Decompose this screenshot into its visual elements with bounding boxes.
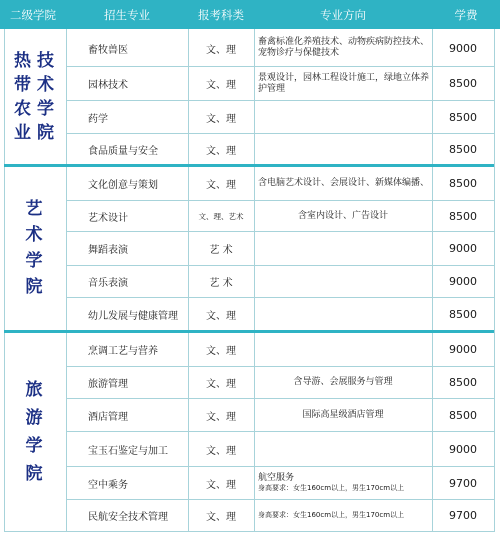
row-subject: 文、理 bbox=[206, 180, 236, 191]
row-major: 幼儿发展与健康管理 bbox=[88, 310, 178, 322]
row-fee: 8500 bbox=[449, 142, 477, 156]
row-direction: 含室内设计、广告设计 bbox=[297, 210, 388, 221]
row-fee: 8500 bbox=[449, 209, 477, 223]
row-subject: 文、理 bbox=[206, 379, 236, 390]
row-subject: 文、理 bbox=[206, 80, 236, 91]
row-direction bbox=[254, 467, 432, 499]
row-subject: 文、理 bbox=[206, 346, 236, 357]
row-subject: 艺 术 bbox=[209, 278, 233, 289]
row-major: 宝玉石鉴定与加工 bbox=[88, 445, 168, 457]
row-direction: 畜禽标准化养殖技术、动物疾病防控技术、宠物诊疗与保健技术 bbox=[258, 37, 430, 58]
row-major: 旅游管理 bbox=[88, 379, 128, 390]
direction-text: 航空服务 bbox=[258, 473, 295, 483]
row-major: 文化创意与策划 bbox=[88, 180, 158, 191]
college-tourism: 旅 游 学 院 bbox=[25, 380, 43, 484]
row-major: 畜牧兽医 bbox=[88, 44, 128, 56]
row-fee: 9000 bbox=[449, 275, 477, 288]
row-subject: 艺 术 bbox=[209, 245, 233, 256]
row-major: 烹调工艺与营养 bbox=[88, 346, 158, 357]
row-subject: 文、理 bbox=[206, 512, 236, 523]
row-subject: 文、理 bbox=[206, 113, 236, 125]
row-subject: 文、理 bbox=[206, 310, 236, 322]
row-major: 空中乘务 bbox=[88, 479, 128, 491]
header-fee: 学费 bbox=[432, 0, 500, 29]
row-major: 音乐表演 bbox=[88, 278, 128, 289]
row-fee: 8500 bbox=[449, 110, 477, 124]
row-fee: 8500 bbox=[449, 376, 477, 389]
row-fee: 9000 bbox=[449, 442, 477, 456]
college-tropical-agriculture: 热 技 带 术 农 学 业 院 bbox=[14, 51, 54, 143]
row-major: 园林技术 bbox=[88, 80, 128, 91]
row-fee: 9700 bbox=[449, 509, 477, 522]
row-major: 酒店管理 bbox=[88, 411, 128, 423]
height-requirement: 身高要求：女生160cm以上，男生170cm以上 bbox=[258, 511, 405, 519]
row-major: 药学 bbox=[88, 113, 108, 125]
header-subject: 报考科类 bbox=[188, 0, 254, 29]
row-fee: 8500 bbox=[449, 408, 477, 422]
row-subject: 文、理 bbox=[206, 479, 236, 491]
row-fee: 9700 bbox=[449, 476, 477, 490]
row-fee: 8500 bbox=[449, 177, 477, 190]
row-major: 艺术设计 bbox=[88, 212, 128, 224]
row-direction: 国际高星级酒店管理 bbox=[302, 409, 384, 420]
row-subject: 文、理 bbox=[206, 44, 236, 56]
header-major: 招生专业 bbox=[66, 0, 188, 29]
row-major: 民航安全技术管理 bbox=[88, 512, 168, 523]
row-fee: 8500 bbox=[449, 307, 477, 321]
row-subject: 文、理 bbox=[206, 145, 236, 157]
row-fee: 9000 bbox=[449, 242, 477, 255]
row-fee: 9000 bbox=[449, 41, 477, 55]
row-fee: 8500 bbox=[449, 77, 477, 90]
row-direction: 含导游、会展服务与管理 bbox=[293, 377, 393, 387]
row-direction: 景观设计，园林工程设计施工，绿地立体养护管理 bbox=[258, 72, 430, 94]
row-direction: 含电脑艺术设计、会展设计、新媒体编播、 bbox=[258, 178, 430, 188]
row-subject: 文、理 bbox=[206, 411, 236, 423]
college-arts: 艺 术 学 院 bbox=[25, 199, 43, 297]
header-direction: 专业方向 bbox=[254, 0, 432, 29]
row-fee: 9000 bbox=[449, 343, 477, 356]
row-subject: 文、理 bbox=[206, 445, 236, 457]
row-direction bbox=[254, 500, 432, 531]
row-subject: 文、理、艺术 bbox=[198, 211, 244, 221]
header-college: 二级学院 bbox=[0, 0, 66, 29]
row-major: 食品质量与安全 bbox=[88, 145, 158, 157]
row-major: 舞蹈表演 bbox=[88, 245, 128, 256]
height-requirement: 身高要求：女生160cm以上，男生170cm以上 bbox=[258, 484, 405, 492]
